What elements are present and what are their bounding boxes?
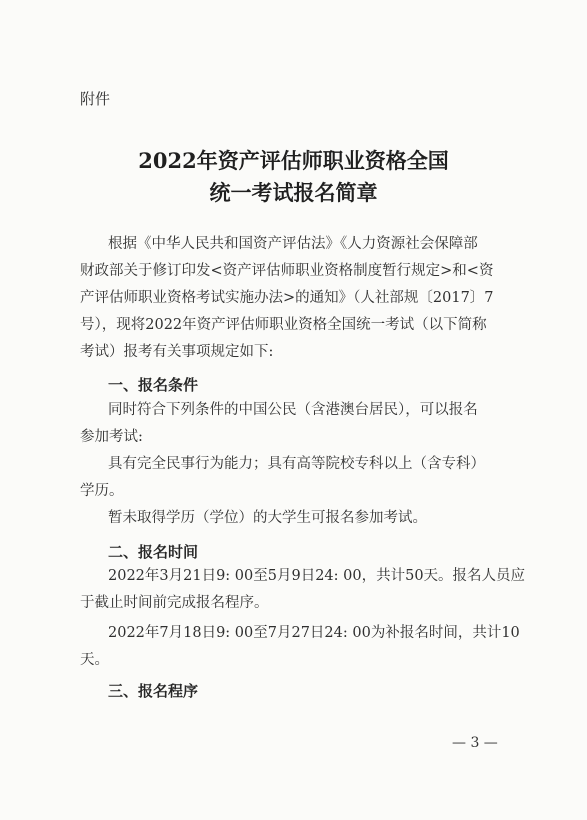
intro-line: 根据《中华人民共和国资产评估法》《人力资源社会保障部 <box>108 236 478 252</box>
attachment-label: 附件 <box>80 90 111 108</box>
paragraph-line: 参加考试: <box>80 429 143 445</box>
eligibility-paragraph-1 <box>80 397 530 451</box>
intro-paragraph <box>80 231 530 366</box>
registration-time-paragraph-1 <box>80 563 530 617</box>
paragraph-line: 同时符合下列条件的中国公民（含港澳台居民），可以报名 <box>108 402 478 418</box>
document-title-line2: 统一考试报名简章 <box>209 180 378 205</box>
intro-line: 产评估师职业资格考试实施办法>的通知》（人社部规〔2017〕7 <box>80 290 494 306</box>
paragraph-line: 学历。 <box>80 483 124 499</box>
paragraph-line: 具有完全民事行为能力；具有高等院校专科以上（含专科） <box>108 456 485 472</box>
intro-line: 财政部关于修订印发<资产评估师职业资格制度暂行规定>和<资 <box>80 263 494 279</box>
document-title-line1: 2022年资产评估师职业资格全国 <box>138 148 449 173</box>
paragraph-line: 于截止时间前完成报名程序。 <box>80 595 269 611</box>
section-heading-registration-procedure: 三、报名程序 <box>108 682 199 700</box>
section-heading-registration-time: 二、报名时间 <box>108 543 199 561</box>
page-number: — 3 — <box>452 735 498 751</box>
registration-time-paragraph-2 <box>80 620 530 674</box>
section-heading-eligibility: 一、报名条件 <box>108 376 199 394</box>
paragraph-line: 2022年7月18日9: 00至7月27日24: 00为补报名时间，共计10 <box>108 625 520 641</box>
eligibility-paragraph-3 <box>80 505 530 532</box>
intro-line: 号），现将2022年资产评估师职业资格全国统一考试（以下简称 <box>80 317 487 333</box>
intro-line: 考试）报考有关事项规定如下: <box>80 344 274 360</box>
eligibility-paragraph-2 <box>80 451 530 505</box>
paragraph-line: 2022年3月21日9: 00至5月9日24: 00，共计50天。报名人员应 <box>108 568 526 584</box>
paragraph-line: 暂未取得学历（学位）的大学生可报名参加考试。 <box>108 510 427 526</box>
paragraph-line: 天。 <box>80 652 109 668</box>
